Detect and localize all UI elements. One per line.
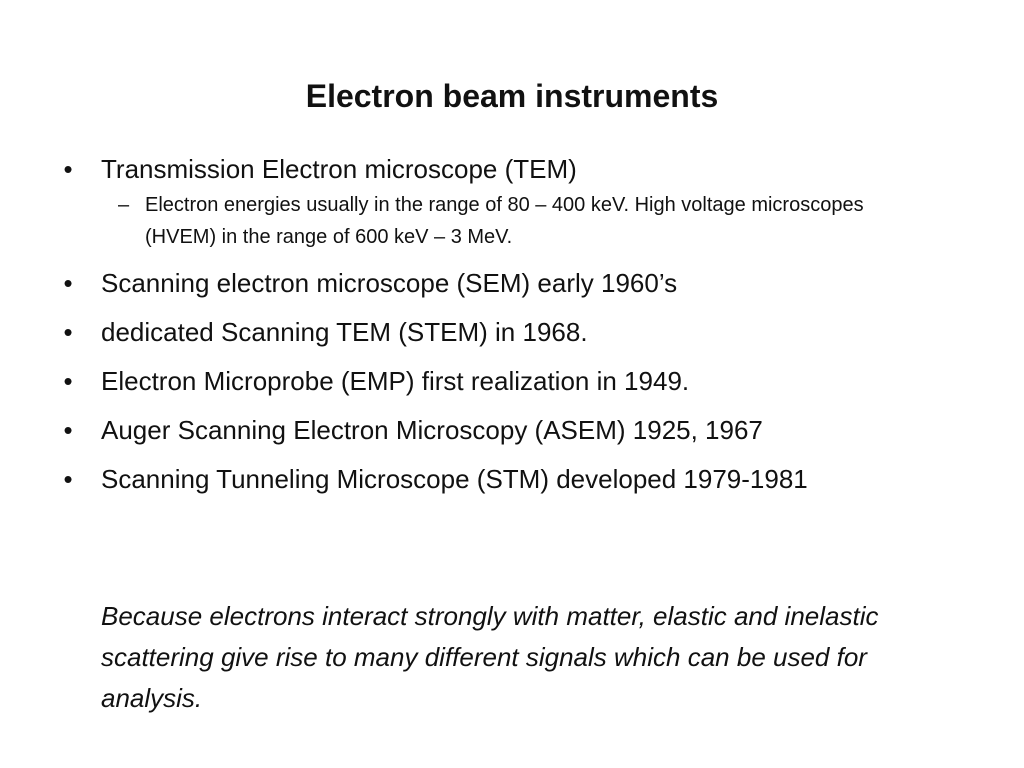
bullet-item-asem [0, 411, 1024, 450]
sub-bullet-marker: – [118, 194, 130, 216]
bullet-item-stem [0, 313, 1024, 352]
bullet-marker: • [63, 268, 73, 298]
bullet-marker: • [63, 317, 73, 347]
bullet-list [0, 150, 1024, 499]
bullet-text: Auger Scanning Electron Microscopy (ASEM) 1925, 1967 [101, 415, 763, 445]
bullet-item-tem [0, 150, 1024, 189]
bullet-marker: • [63, 366, 73, 396]
bullet-item-emp [0, 362, 1024, 401]
bullet-text: dedicated Scanning TEM (STEM) in 1968. [101, 317, 588, 347]
bullet-text: Transmission Electron microscope (TEM) [101, 154, 577, 184]
sub-bullet-text: Electron energies usually in the range of 80 – 400 keV. High voltage microscopes (HVEM) in the range of 600 keV – 3 MeV. [145, 194, 864, 248]
bullet-marker: • [63, 464, 73, 494]
bullet-text: Electron Microprobe (EMP) first realization in 1949. [101, 366, 690, 396]
bullet-item-stm [0, 460, 1024, 499]
bullet-marker: • [63, 154, 73, 184]
bullet-text: Scanning electron microscope (SEM) early 1960’s [101, 268, 678, 298]
italic-note: Because electrons interact strongly with matter, elastic and inelastic scattering give rise to many different signals which can be used for analysis. [101, 601, 879, 713]
bullet-item-sem [0, 264, 1024, 303]
bullet-marker: • [63, 415, 73, 445]
sub-bullet-item-energies [0, 189, 935, 253]
slide-title: Electron beam instruments [305, 78, 719, 114]
bullet-text: Scanning Tunneling Microscope (STM) developed 1979-1981 [101, 464, 808, 494]
